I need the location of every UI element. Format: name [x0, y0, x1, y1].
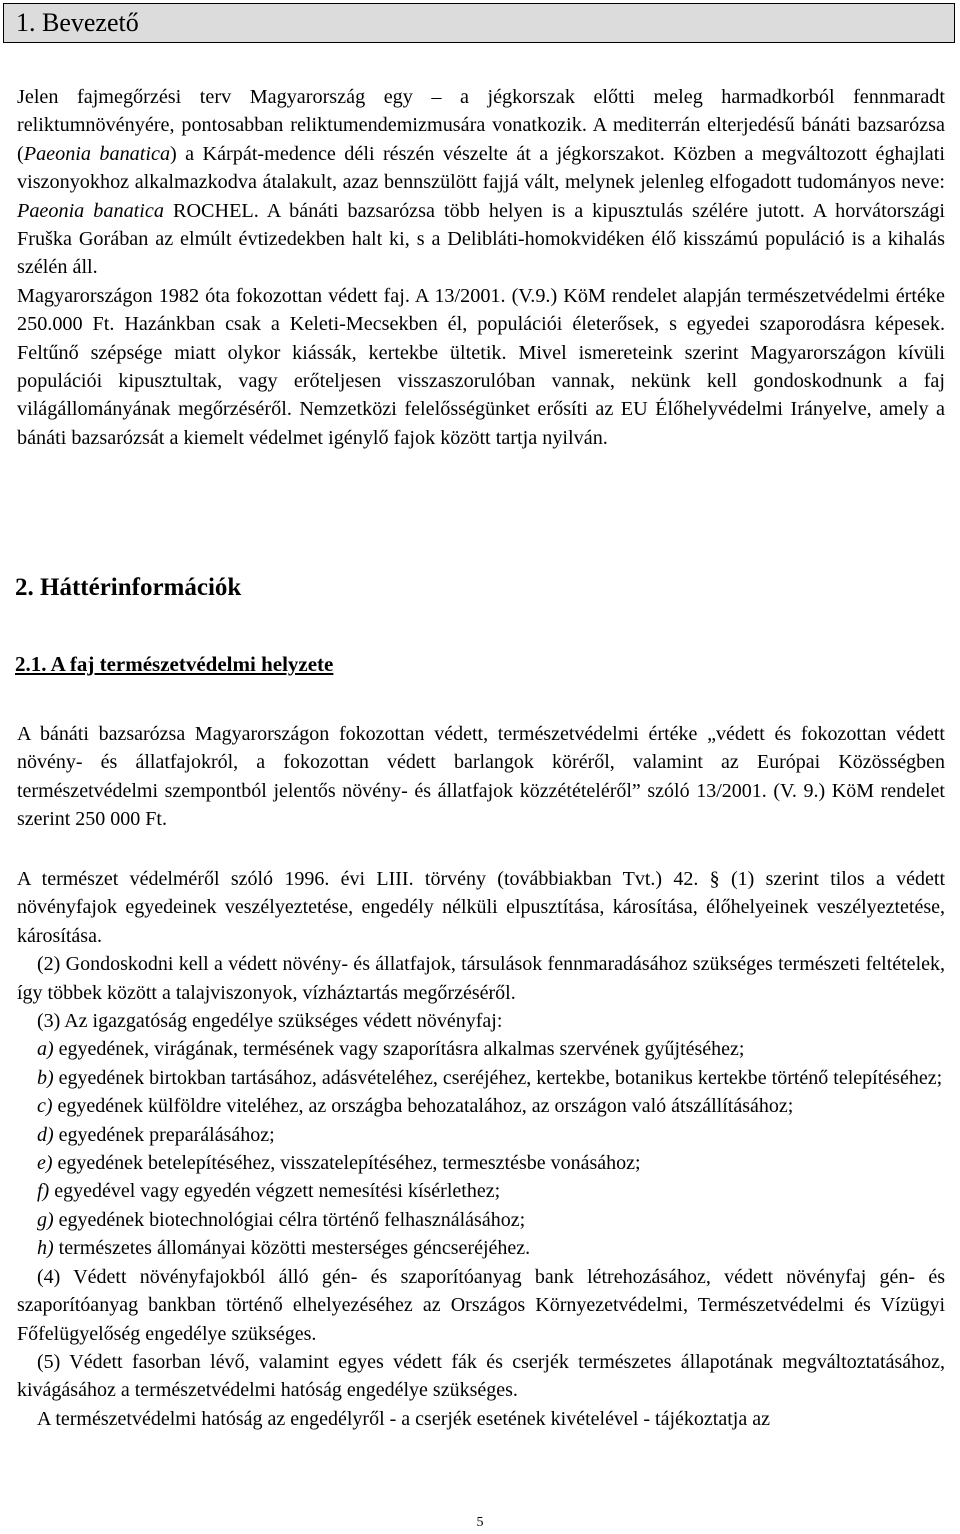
law-item	[17, 1035, 945, 1063]
law-item-text: egyedének preparálásához;	[53, 1123, 275, 1146]
law-clause-5: (5) Védett fasorban lévő, valamint egyes védett fák és cserjék természetes állapotának megváltoztatásához, kivágásához a természetvédelmi hatóság engedélye szükséges.	[17, 1350, 945, 1402]
law-clause-4: (4) Védett növényfajokból álló gén- és szaporítóanyag bank létrehozásához, védett növényfaj gén- és szaporítóanyag bankban történő elhelyezéséhez az Országos Környezetvédelmi, Természetvédelmi és Vízügyi Főfelügyelőség engedélye szükséges.	[17, 1265, 945, 1345]
law-item	[17, 1149, 945, 1177]
law-clause-3: (3) Az igazgatóság engedélye szükséges védett növényfaj:	[37, 1010, 503, 1033]
law-item	[17, 1234, 945, 1262]
law-clause-2: (2) Gondoskodni kell a védett növény- és állatfajok, társulások fennmaradásához szükséges természeti feltételek, így többek között a talajviszonyok, vízháztartás megőrzéséről.	[17, 953, 945, 1004]
law-item-text: egyedének birtokban tartásához, adásvételéhez, cseréjéhez, kertekbe, botanikus kertekbe történő telepítéséhez;	[53, 1066, 943, 1089]
law-item-text: egyedével vagy egyedén végzett nemesítési kísérlethez;	[49, 1180, 501, 1203]
law-item-text: egyedének, virágának, termésének vagy szaporításra alkalmas szervének gyűjtéséhez;	[53, 1038, 745, 1061]
law-item-letter: e)	[37, 1152, 53, 1175]
law-item	[17, 1121, 945, 1149]
subsection-2-1-title: 2.1. A faj természetvédelmi helyzete	[15, 652, 334, 676]
text-run: Jelen fajmegőrzési terv Magyarország egy – a jégkorszak előtti meleg harmadkorból fennmaradt reliktumnövényére, pontosabban reliktumendemizmusára vonatkozik. A mediterrán elterjedésű bánáti bazsarózsa (	[17, 86, 945, 165]
law-text	[17, 865, 945, 1433]
law-item-letter: g)	[37, 1208, 54, 1231]
section-1-title: 1. Bevezető	[16, 8, 139, 37]
law-item	[17, 1206, 945, 1234]
law-item-letter: f)	[37, 1180, 50, 1203]
law-item	[17, 1092, 945, 1120]
page-number: 5	[476, 1515, 484, 1530]
law-item-letter: b)	[37, 1066, 54, 1089]
law-clause-6: A természetvédelmi hatóság az engedélyről - a cserjék esetének kivételével - tájékoztatja az	[37, 1407, 770, 1430]
intro-paragraph-2: Magyarországon 1982 óta fokozottan védett faj. A 13/2001. (V.9.) KöM rendelet alapján természetvédelmi értéke 250.000 Ft. Hazánkban csak a Keleti-Mecsekben él, populációi életerősek, s egyedei szaporodásra képesek. Feltűnő szépsége miatt olykor kiássák, kertekbe ültetik. Mivel ismereteink szerint Magyarországon kívüli populációi kipusztultak, vagy erőteljesen visszaszorulóban vannak, nekünk kell gondoskodnunk a faj világállományának megőrzéséről. Nemzetközi felelősségünket erősíti az EU Élőhelyvédelmi Irányelve, amely a bánáti bazsarózsát a kiemelt védelmet igénylő fajok között tartja nyilván.	[17, 284, 945, 449]
law-item-list	[17, 1035, 945, 1262]
text-run: ) a Kárpát-medence déli részén vészelte át a jégkorszakot. Közben a megváltozott éghajlati viszonyokhoz alkalmazkodva átalakult, azaz bennszülött fajjá vált, melynek jelenleg elfogadott tudományos neve:	[17, 142, 945, 194]
intro-text	[17, 83, 945, 452]
section-2-title: 2. Háttérinformációk	[15, 574, 242, 601]
law-item-text: egyedének biotechnológiai célra történő felhasználásához;	[53, 1208, 526, 1231]
text-run: . A bánáti bazsarózsa több helyen is a kipusztulás szélére jutott. A horvátországi Fruška Gorában az elmúlt évtizedekben halt ki, s a Delibláti-homokvidéken élő kisszámú populáció is a kihalás szélén áll.	[17, 199, 946, 279]
law-item-letter: a)	[37, 1038, 54, 1061]
law-item	[17, 1064, 945, 1092]
law-intro: A természet védelméről szóló 1996. évi LIII. törvény (továbbiakban Tvt.) 42. § (1) szerint tilos a védett növényfajok egyedeinek veszélyeztetése, engedély nélküli elpusztítása, károsítása, élőhelyeinek veszélyeztetése, károsítása.	[17, 868, 945, 947]
law-item-text: egyedének betelepítéséhez, visszatelepítéséhez, termesztésbe vonásához;	[52, 1152, 641, 1175]
species-name: Paeonia banatica	[17, 199, 164, 222]
section-heading-box	[3, 3, 955, 43]
species-author: ROCHEL	[172, 199, 254, 222]
law-item	[17, 1177, 945, 1205]
law-item-letter: c)	[37, 1095, 53, 1118]
law-item-letter: h)	[37, 1237, 54, 1260]
law-item-letter: d)	[37, 1123, 54, 1146]
species-name: Paeonia banatica	[23, 142, 171, 165]
protection-status-paragraph: A bánáti bazsarózsa Magyarországon fokozottan védett, természetvédelmi értéke „védett és fokozottan védett növény- és állatfajokról, a fokozottan védett barlangok köréről, valamint az Európai Közösségben természetvédelmi szempontból jelentős növény- és állatfajok közzétételéről” szóló 13/2001. (V. 9.) KöM rendelet szerint 250 000 Ft.	[17, 723, 945, 831]
law-item-text: egyedének külföldre viteléhez, az országba behozatalához, az országon való átszállításához;	[52, 1095, 794, 1118]
law-item-text: természetes állományai közötti mesterséges géncseréjéhez.	[53, 1237, 531, 1260]
intro-paragraph-1	[17, 83, 945, 282]
